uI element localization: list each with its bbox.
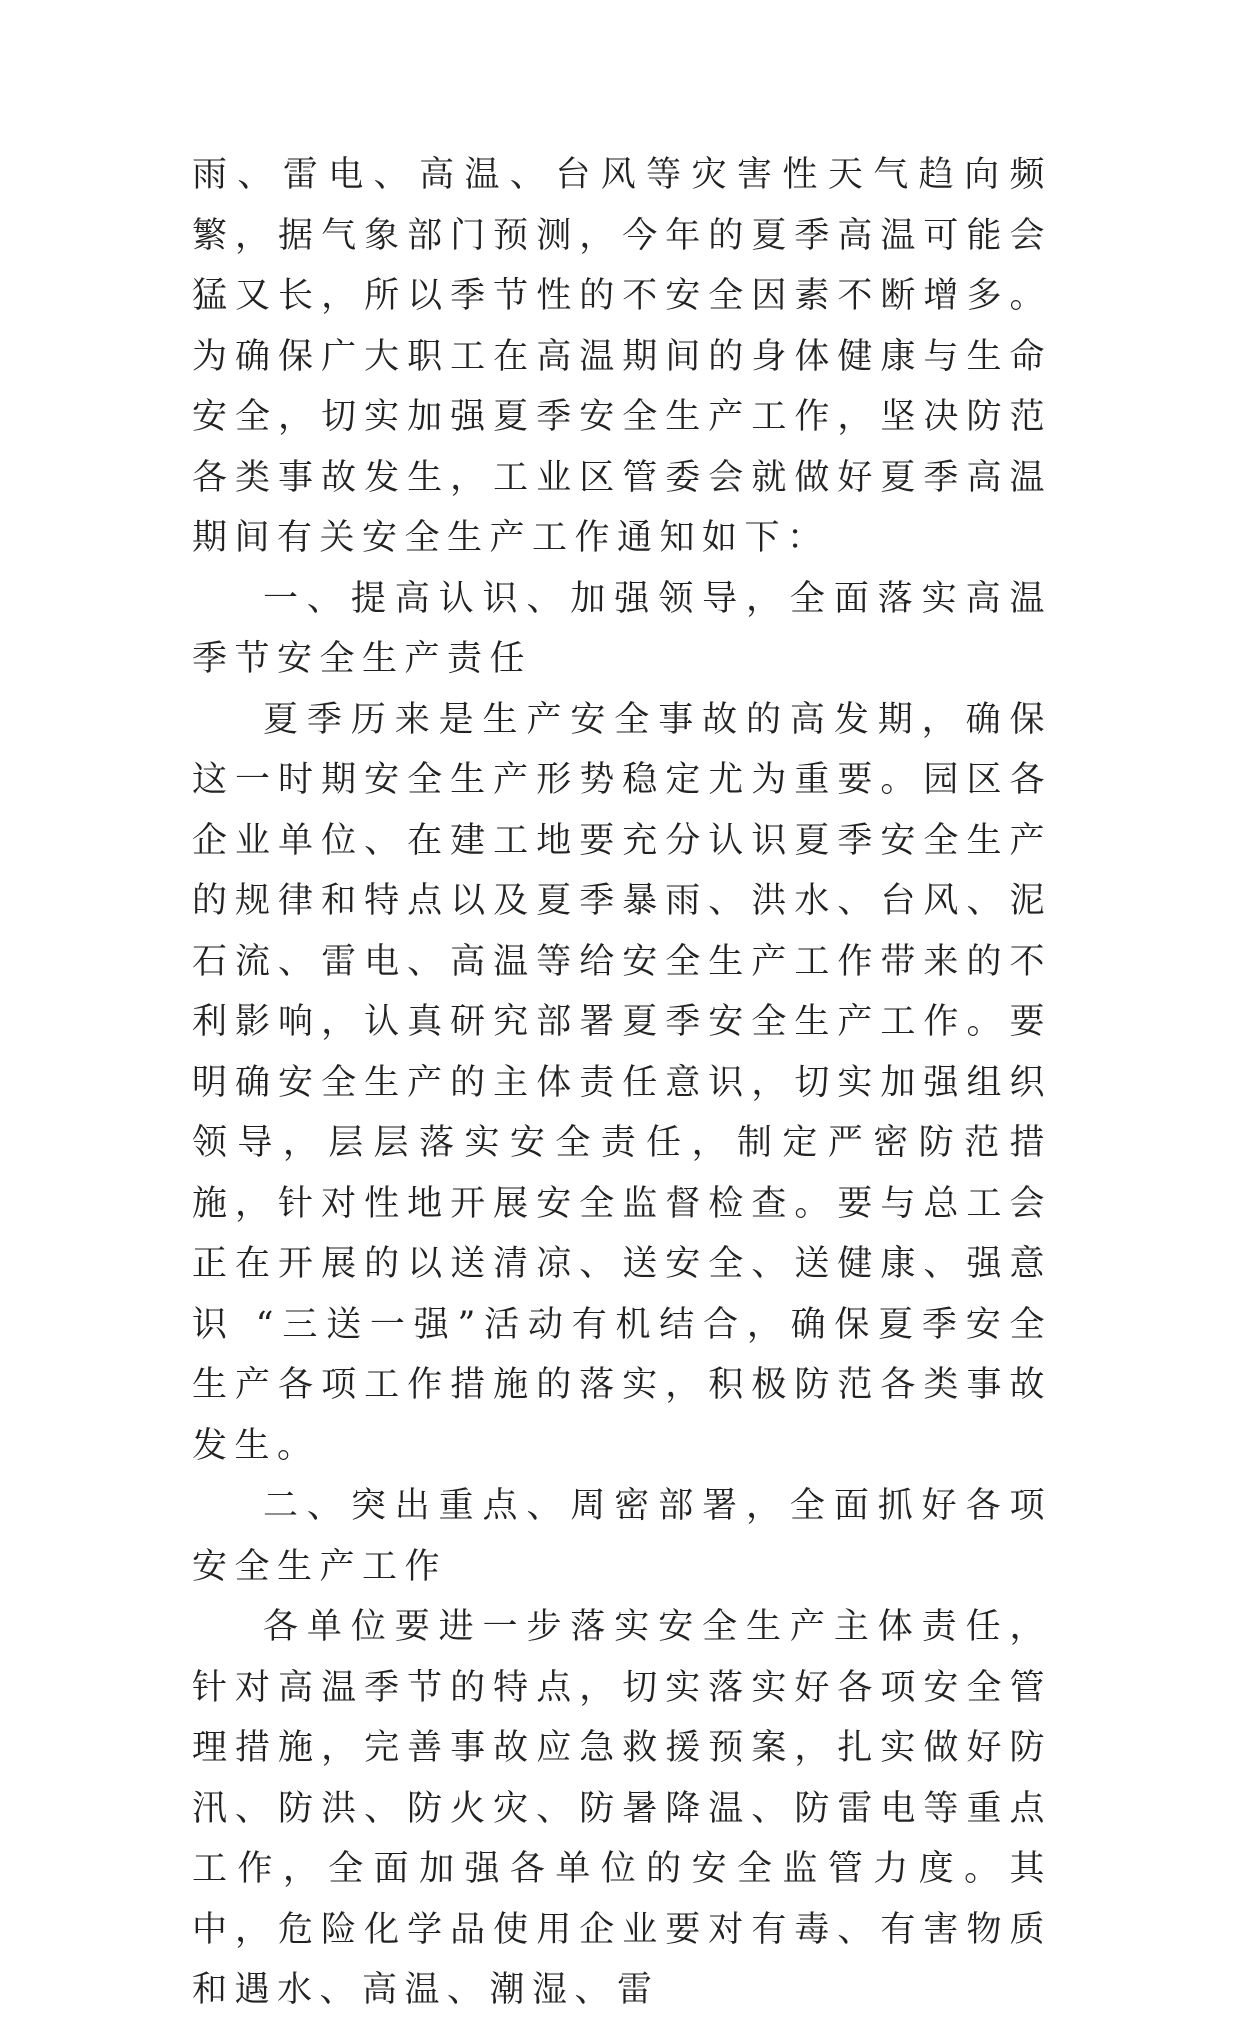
paragraph-continuation: 雨、雷电、高温、台风等灾害性天气趋向频繁，据气象部门预测，今年的夏季高温可能会猛又长，所以季节性的不安全因素不断增多。为确保广大职工在高温期间的身体健康与生命安全，切实加强夏季安全生产工作，坚决防范各类事故发生，工业区管委会就做好夏季高温期间有关安全生产工作通知如下： (192, 155, 1052, 558)
section-heading-2: 二、突出重点、周密部署，全面抓好各项安全生产工作 (192, 1486, 1052, 1587)
document-page (192, 145, 1052, 2021)
paragraph-section-2: 各单位要进一步落实安全生产主体责任，针对高温季节的特点，切实落实好各项安全管理措施，完善事故应急救援预案，扎实做好防汛、防洪、防火灾、防暑降温、防雷电等重点工作，全面加强各单位的安全监管力度。其中，危险化学品使用企业要对有毒、有害物质和遇水、高温、潮湿、雷 (192, 1607, 1052, 2010)
section-heading-1: 一、提高认识、加强领导，全面落实高温季节安全生产责任 (192, 578, 1052, 679)
paragraph-section-1: 夏季历来是生产安全事故的高发期，确保这一时期安全生产形势稳定尤为重要。园区各企业单位、在建工地要充分认识夏季安全生产的规律和特点以及夏季暴雨、洪水、台风、泥石流、雷电、高温等给安全生产工作带来的不利影响，认真研究部署夏季安全生产工作。要明确安全生产的主体责任意识，切实加强组织领导，层层落实安全责任，制定严密防范措施，针对性地开展安全监督检查。要与总工会正在开展的以送清凉、送安全、送健康、强意识 “三送一强”活动有机结合，确保夏季安全生产各项工作措施的落实，积极防范各类事故发生。 (192, 699, 1052, 1466)
